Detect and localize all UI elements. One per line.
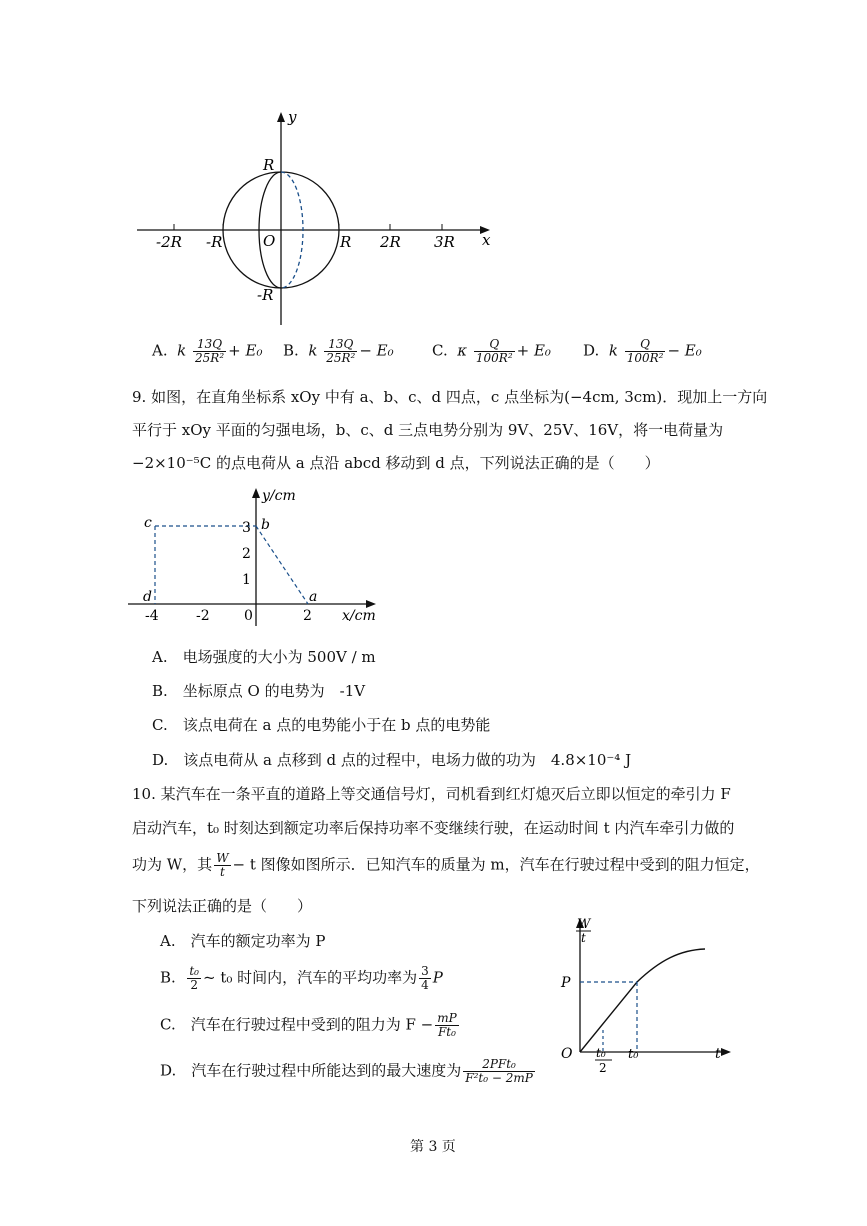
q9-option-a: A. 电场强度的大小为 500V / m <box>152 648 376 666</box>
q10-option-d: D. 汽车在行驶过程中所能达到的最大速度为 $\frac{\text{2PFt₀}}{\text{F²t₀ − 2mP}}$ <box>160 1057 533 1085</box>
q10-option-b: B. $\frac{\text{t₀}}{2}$ ~ t₀ 时间内，汽车的平均功率为 $\frac{3}{4}$ P <box>160 964 443 992</box>
q9-ytick-2: 2 <box>242 546 251 562</box>
tick-2R: 2R <box>380 233 401 251</box>
q10-t-label: t <box>715 1046 721 1062</box>
q9-ytick-3: 3 <box>242 520 251 536</box>
q9-xlabel: x/cm <box>342 608 376 624</box>
q10-stem-line2: 启动汽车，t₀ 时刻达到额定功率后保持功率不变继续行驶，在运动时间 t 内汽车牵引力做的 <box>132 819 735 837</box>
tick-R-bottom: -R <box>257 286 274 304</box>
q10-t0-label: t₀ <box>628 1047 639 1062</box>
page-number: 第 3 页 <box>410 1139 456 1155</box>
q9-option-b: B. 坐标原点 O 的电势为 -1V <box>152 682 366 700</box>
q9-ylabel: y/cm <box>262 488 296 504</box>
q10-stem-line3: 功为 W，其 $\frac{W}{t}$ − t 图像如图所示．已知汽车的质量为 m，汽车在行驶过程中受到的阻力恒定， <box>132 851 760 879</box>
q10-p-label: P <box>561 975 571 991</box>
tick-3R: 3R <box>434 233 455 251</box>
q9-option-d: D. 该点电荷从 a 点移到 d 点的过程中，电场力做的功为 4.8×10⁻⁴ J <box>152 751 632 769</box>
q8-option-a: A. k $\frac{13Q}{\text{25R²}}$ + E₀ <box>152 337 263 365</box>
q10-stem-line4: 下列说法正确的是（ ） <box>132 897 313 915</box>
tick-R: R <box>340 233 352 251</box>
point-c-label: c <box>144 515 152 531</box>
q9-stem-line1: 9. 如图，在直角坐标系 xOy 中有 a、b、c、d 四点，c 点坐标为(−4cm, 3cm)．现加上一方向 <box>132 388 768 406</box>
q9-figure <box>128 480 388 630</box>
q9-xtick-2: 2 <box>303 608 312 624</box>
x-axis-label: x <box>482 231 491 249</box>
q9-option-c: C. 该点电荷在 a 点的电势能小于在 b 点的电势能 <box>152 716 491 734</box>
q9-xtick-neg4: -4 <box>145 608 159 624</box>
q10-origin: O <box>561 1046 573 1062</box>
tick-R-top: R <box>263 156 275 174</box>
q10-stem-line1: 10. 某汽车在一条平直的道路上等交通信号灯，司机看到红灯熄灭后立即以恒定的牵引力 F <box>132 785 731 803</box>
q8-option-b: B. k $\frac{13Q}{\text{25R²}}$ − E₀ <box>283 337 394 365</box>
point-d-label: d <box>143 589 152 605</box>
tick-negR: -R <box>206 233 223 251</box>
q10-ylabel-num: W <box>577 917 591 932</box>
q9-ytick-1: 1 <box>242 572 251 588</box>
tick-neg2R: -2R <box>156 233 182 251</box>
q10-option-a: A. 汽车的额定功率为 P <box>160 932 326 950</box>
q10-t0half-num: t₀ <box>596 1046 606 1060</box>
origin-label: O <box>263 232 276 250</box>
point-b-label: b <box>261 517 270 533</box>
point-a-label: a <box>309 589 318 605</box>
q8-option-c: C. κ $\frac{Q}{\text{100R²}}$ + E₀ <box>432 337 551 365</box>
q9-stem-line2: 平行于 xOy 平面的匀强电场，b、c、d 三点电势分别为 9V、25V、16V，将一电荷量为 <box>132 421 724 439</box>
q10-option-c: C. 汽车在行驶过程中受到的阻力为 F − $\frac{mP}{\text{Ft₀}}$ <box>160 1011 457 1039</box>
q8-figure <box>120 100 510 335</box>
q9-stem-line3: −2×10⁻⁵C 的点电荷从 a 点沿 abcd 移动到 d 点，下列说法正确的是（ ） <box>132 454 660 472</box>
q8-option-d: D. k $\frac{Q}{\text{100R²}}$ − E₀ <box>583 337 702 365</box>
q10-figure <box>555 912 745 1077</box>
q9-xtick-0: 0 <box>244 608 253 624</box>
y-axis-label: y <box>288 108 297 126</box>
q10-t0half-den: 2 <box>599 1061 607 1075</box>
q9-xtick-neg2: -2 <box>196 608 210 624</box>
q10-ylabel-den: t <box>581 931 586 945</box>
